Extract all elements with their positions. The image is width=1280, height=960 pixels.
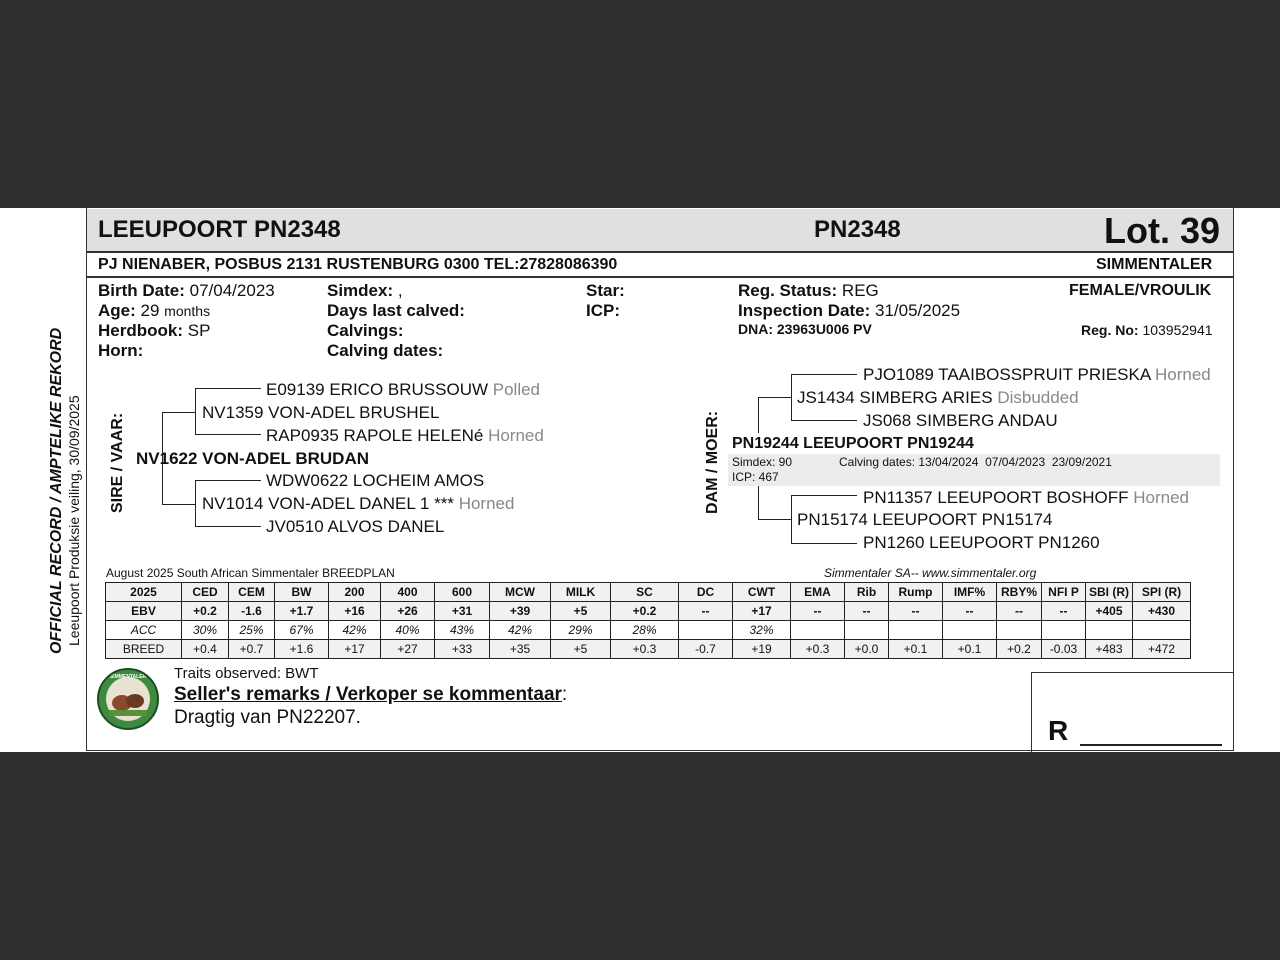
breed-row	[106, 640, 1191, 659]
ebv-cell-headers-15: IMF%	[943, 583, 997, 602]
ebv-cell-headers-3: BW	[275, 583, 329, 602]
simmentaler-logo	[97, 668, 159, 730]
ebv-cell-breed-17: -0.03	[1042, 640, 1086, 659]
ebv-cell-ebv-8: +5	[551, 602, 611, 621]
sex: FEMALE/VROULIK	[1069, 282, 1212, 299]
ebv-cell-ebv-16: --	[997, 602, 1042, 621]
ebv-cell-headers-1: CED	[182, 583, 229, 602]
ebv-cell-breed-5: +27	[381, 640, 435, 659]
official-record-label: OFFICIAL RECORD / AMPTELIKE REKORD	[48, 327, 65, 654]
ebv-cell-ebv-12: --	[791, 602, 845, 621]
dam-icp: ICP: 467	[732, 470, 779, 484]
sire-dam-sire: WDW0622 LOCHEIM AMOS	[266, 471, 485, 490]
ebv-cell-acc-1: 30%	[182, 621, 229, 640]
ebv-cell-acc-17	[1042, 621, 1086, 640]
birth-date: Birth Date: 07/04/2023	[98, 281, 275, 300]
ebv-cell-ebv-11: +17	[733, 602, 791, 621]
sire-label: SIRE / VAAR:	[109, 412, 126, 513]
ebv-cell-acc-11: 32%	[733, 621, 791, 640]
ebv-cell-headers-10: DC	[679, 583, 733, 602]
ebv-cell-headers-12: EMA	[791, 583, 845, 602]
ebv-header-row	[106, 583, 1191, 602]
ebv-cell-acc-7: 42%	[490, 621, 551, 640]
animal-name: LEEUPOORT PN2348	[98, 216, 341, 243]
ebv-cell-ebv-5: +26	[381, 602, 435, 621]
ebv-cell-acc-0: ACC	[106, 621, 182, 640]
sire-sire-dam: RAP0935 RAPOLE HELENé Horned	[266, 426, 544, 445]
inspection-date: Inspection Date: 31/05/2025	[738, 301, 961, 320]
ebv-cell-acc-13	[845, 621, 889, 640]
dam-name: PN19244 LEEUPOORT PN19244	[732, 435, 974, 452]
remarks-text: Dragtig van PN22207.	[174, 707, 361, 728]
ebv-cell-headers-18: SBI (R)	[1086, 583, 1133, 602]
ebv-cell-breed-19: +472	[1133, 640, 1191, 659]
acc-row	[106, 621, 1191, 640]
ebv-cell-headers-0: 2025	[106, 583, 182, 602]
ebv-cell-acc-18	[1086, 621, 1133, 640]
remarks-heading: Seller's remarks / Verkoper se kommentaar:	[174, 684, 568, 705]
dam-sire: JS1434 SIMBERG ARIES Disbudded	[797, 388, 1079, 407]
simdex: Simdex: ,	[327, 281, 403, 300]
sire-sire: NV1359 VON-ADEL BRUSHEL	[202, 403, 440, 422]
ebv-cell-acc-12	[791, 621, 845, 640]
ebv-cell-ebv-10: --	[679, 602, 733, 621]
ebv-cell-headers-6: 600	[435, 583, 490, 602]
reg-status: Reg. Status: REG	[738, 281, 879, 300]
ebv-cell-breed-1: +0.4	[182, 640, 229, 659]
ebv-cell-acc-10	[679, 621, 733, 640]
icp: ICP:	[586, 301, 620, 320]
ebv-cell-breed-12: +0.3	[791, 640, 845, 659]
ebv-cell-headers-17: NFI P	[1042, 583, 1086, 602]
breedplan-title: August 2025 South African Simmentaler BREEDPLAN	[106, 566, 395, 580]
auction-label: Leeupoort Produksie veiling, 30/09/2025	[66, 395, 82, 646]
ebv-cell-acc-4: 42%	[329, 621, 381, 640]
ebv-cell-acc-19	[1133, 621, 1191, 640]
ebv-cell-ebv-6: +31	[435, 602, 490, 621]
age: Age: 29 months	[98, 301, 211, 320]
dam-label: DAM / MOER:	[704, 410, 721, 514]
lot-number: Lot. 39	[1104, 210, 1221, 251]
price-currency: R	[1048, 715, 1069, 746]
sire-sire-sire: E09139 ERICO BRUSSOUW Polled	[266, 380, 541, 399]
ebv-cell-acc-2: 25%	[229, 621, 275, 640]
ebv-cell-headers-19: SPI (R)	[1133, 583, 1191, 602]
ebv-cell-ebv-13: --	[845, 602, 889, 621]
calving-dates: Calving dates:	[327, 341, 444, 360]
dam-dam: PN15174 LEEUPOORT PN15174	[797, 510, 1053, 529]
ebv-cell-acc-9: 28%	[611, 621, 679, 640]
ebv-cell-ebv-18: +405	[1086, 602, 1133, 621]
owner-details: PJ NIENABER, POSBUS 2131 RUSTENBURG 0300 TEL:27828086390	[98, 256, 618, 273]
ebv-cell-breed-0: BREED	[106, 640, 182, 659]
logo-text: SIMMENTALER	[109, 674, 147, 680]
breedplan-source: Simmentaler SA-- www.simmentaler.org	[824, 566, 1037, 580]
days-last-calved: Days last calved:	[327, 301, 465, 320]
ebv-cell-acc-14	[889, 621, 943, 640]
ebv-cell-breed-6: +33	[435, 640, 490, 659]
ebv-cell-breed-14: +0.1	[889, 640, 943, 659]
ebv-cell-headers-11: CWT	[733, 583, 791, 602]
ebv-cell-ebv-15: --	[943, 602, 997, 621]
breed-name: SIMMENTALER	[1096, 256, 1213, 273]
calvings: Calvings:	[327, 321, 404, 340]
ebv-cell-ebv-17: --	[1042, 602, 1086, 621]
ebv-cell-breed-8: +5	[551, 640, 611, 659]
ebv-cell-ebv-7: +39	[490, 602, 551, 621]
ebv-cell-ebv-4: +16	[329, 602, 381, 621]
ebv-cell-headers-16: RBY%	[997, 583, 1042, 602]
ebv-cell-breed-15: +0.1	[943, 640, 997, 659]
ebv-cell-ebv-3: +1.7	[275, 602, 329, 621]
ebv-cell-ebv-9: +0.2	[611, 602, 679, 621]
dam-sire-sire: PJO1089 TAAIBOSSPRUIT PRIESKA Horned	[863, 365, 1211, 384]
ebv-cell-headers-4: 200	[329, 583, 381, 602]
ebv-cell-breed-13: +0.0	[845, 640, 889, 659]
ebv-cell-ebv-1: +0.2	[182, 602, 229, 621]
ebv-cell-breed-10: -0.7	[679, 640, 733, 659]
divider	[87, 276, 1233, 278]
ebv-cell-breed-9: +0.3	[611, 640, 679, 659]
ebv-table	[105, 582, 1191, 659]
sire-dam-dam: JV0510 ALVOS DANEL	[266, 517, 445, 536]
dam-simdex: Simdex: 90	[732, 455, 793, 469]
ebv-cell-breed-11: +19	[733, 640, 791, 659]
herdbook: Herdbook: SP	[98, 321, 211, 340]
ebv-cell-acc-15	[943, 621, 997, 640]
ebv-cell-acc-5: 40%	[381, 621, 435, 640]
horn-label: Horn:	[98, 341, 144, 360]
dna: DNA: 23963U006 PV	[738, 321, 872, 337]
sire-dam: NV1014 VON-ADEL DANEL 1 *** Horned	[202, 494, 515, 513]
traits-observed: Traits observed: BWT	[174, 665, 319, 682]
ebv-cell-breed-18: +483	[1086, 640, 1133, 659]
ebv-cell-ebv-2: -1.6	[229, 602, 275, 621]
star: Star:	[586, 281, 625, 300]
sire-name: NV1622 VON-ADEL BRUDAN	[136, 449, 370, 468]
reg-no: Reg. No: 103952941	[1081, 322, 1213, 338]
ebv-cell-headers-8: MILK	[551, 583, 611, 602]
dam-dam-dam: PN1260 LEEUPOORT PN1260	[863, 533, 1100, 552]
price-input-line[interactable]	[1080, 744, 1222, 746]
ebv-row	[106, 602, 1191, 621]
dam-dam-sire: PN11357 LEEUPOORT BOSHOFF Horned	[863, 488, 1189, 507]
ebv-cell-breed-2: +0.7	[229, 640, 275, 659]
ebv-cell-breed-4: +17	[329, 640, 381, 659]
animal-code: PN2348	[814, 216, 901, 243]
ebv-cell-breed-16: +0.2	[997, 640, 1042, 659]
ebv-cell-headers-5: 400	[381, 583, 435, 602]
ebv-cell-headers-9: SC	[611, 583, 679, 602]
dam-sire-dam: JS068 SIMBERG ANDAU	[863, 411, 1058, 430]
ebv-cell-headers-2: CEM	[229, 583, 275, 602]
ebv-cell-ebv-0: EBV	[106, 602, 182, 621]
ebv-cell-ebv-19: +430	[1133, 602, 1191, 621]
ebv-cell-acc-6: 43%	[435, 621, 490, 640]
ebv-cell-breed-7: +35	[490, 640, 551, 659]
ebv-cell-acc-3: 67%	[275, 621, 329, 640]
ebv-cell-headers-14: Rump	[889, 583, 943, 602]
dam-calving-dates: Calving dates: 13/04/2024 07/04/2023 23/09/2021	[839, 455, 1112, 469]
ebv-cell-breed-3: +1.6	[275, 640, 329, 659]
ebv-cell-headers-13: Rib	[845, 583, 889, 602]
ebv-cell-headers-7: MCW	[490, 583, 551, 602]
ebv-cell-acc-8: 29%	[551, 621, 611, 640]
ebv-cell-acc-16	[997, 621, 1042, 640]
ebv-cell-ebv-14: --	[889, 602, 943, 621]
lot-card	[0, 208, 1280, 752]
